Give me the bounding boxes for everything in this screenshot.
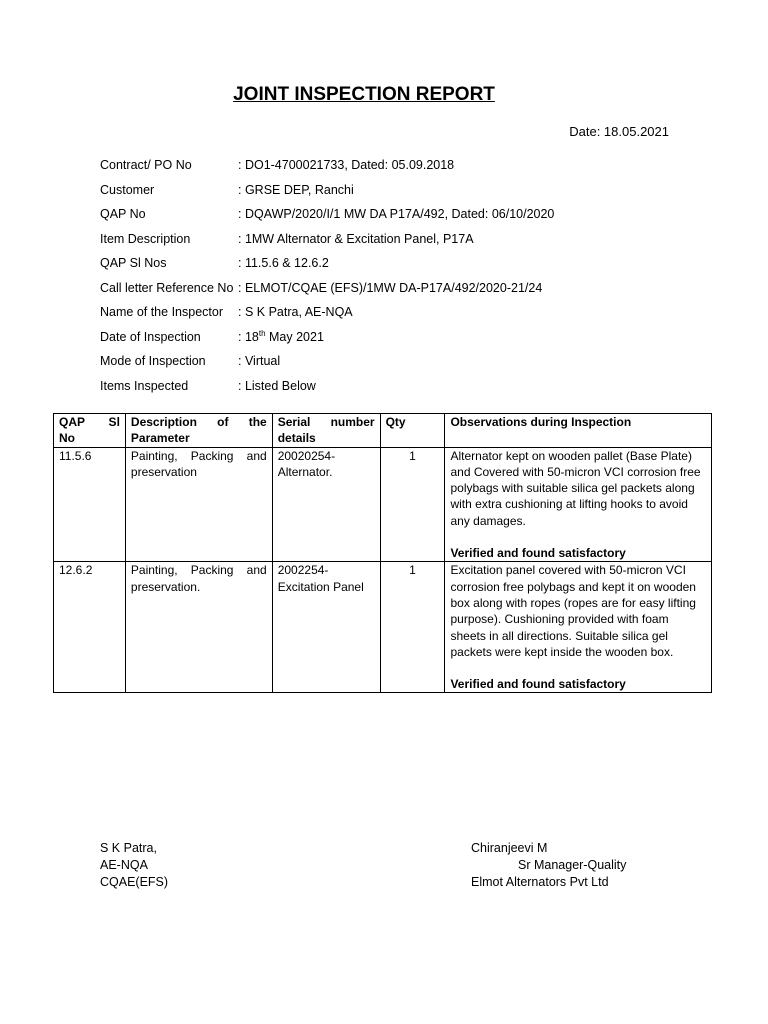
- field-label: QAP No: [100, 207, 146, 221]
- signatory-organization: Elmot Alternators Pvt Ltd: [471, 875, 609, 889]
- field-customer: [100, 183, 554, 208]
- cell-qty: 1: [380, 562, 445, 693]
- field-value: : DO1-4700021733, Dated: 05.09.2018: [238, 158, 455, 172]
- report-date: Date: 18.05.2021: [569, 124, 669, 139]
- field-label: Call letter Reference No: [100, 280, 234, 295]
- details-block: [100, 158, 554, 403]
- date-ordinal: th: [258, 328, 266, 338]
- field-qap-sl-nos: [100, 256, 554, 281]
- cell-description: Painting, Packing and preservation.: [125, 562, 272, 693]
- field-label: QAP Sl Nos: [100, 256, 167, 270]
- table-row: [54, 562, 712, 693]
- observation-text: Alternator kept on wooden pallet (Base Plate) and Covered with 50-micron VCI corrosion free polybags with suitable silica gel packets along with extra cushioning at lifting hooks to avoid any damages.: [450, 448, 701, 528]
- header-description: Description of the Parameter: [125, 414, 272, 448]
- header-qty: Qty: [380, 414, 445, 448]
- field-inspection-date: [100, 330, 554, 355]
- cell-serial: 2002254- Excitation Panel: [272, 562, 380, 693]
- field-label: Item Description: [100, 231, 191, 246]
- cell-observation: [445, 562, 712, 693]
- field-value: : Listed Below: [238, 378, 316, 393]
- cell-qap: 12.6.2: [54, 562, 126, 693]
- cell-qty: 1: [380, 447, 445, 562]
- verdict-text: Verified and found satisfactory: [450, 677, 626, 692]
- cell-description: Painting, Packing and preservation: [125, 447, 272, 562]
- observation-text: Excitation panel covered with 50-micron VCI corrosion free polybags and kept it on wooden box along with ropes (ropes are for easy lifting purpose). Cushioning provided with foam sheets in all directions. Suitable silica gel packets were kept inside the wooden box.: [450, 563, 696, 659]
- report-title: JOINT INSPECTION REPORT: [233, 84, 495, 105]
- inspection-table: [53, 413, 712, 693]
- header-serial-number: Serial number details: [272, 414, 380, 448]
- field-call-letter-ref: [100, 281, 554, 306]
- field-label: Mode of Inspection: [100, 354, 206, 368]
- verdict-text: Verified and found satisfactory: [450, 546, 626, 561]
- field-value: : 11.5.6 & 12.6.2: [238, 256, 329, 270]
- field-label: Date of Inspection: [100, 329, 201, 344]
- field-value: [238, 330, 324, 355]
- field-value: : GRSE DEP, Ranchi: [238, 182, 354, 197]
- table-row: [54, 447, 712, 562]
- field-qap-no: [100, 207, 554, 232]
- field-inspector-name: [100, 305, 554, 330]
- field-value: : ELMOT/CQAE (EFS)/1MW DA-P17A/492/2020-21/24: [238, 280, 543, 295]
- field-label: Customer: [100, 182, 155, 197]
- field-items-inspected: [100, 379, 554, 404]
- field-value: : DQAWP/2020/I/1 MW DA P17A/492, Dated: 06/10/2020: [238, 207, 555, 221]
- field-value: : Virtual: [238, 354, 281, 368]
- field-item-description: [100, 232, 554, 257]
- field-inspection-mode: [100, 354, 554, 379]
- cell-serial: 20020254- Alternator.: [272, 447, 380, 562]
- date-day: : 18: [238, 329, 259, 344]
- header-qap-sl-no: QAP Sl No: [54, 414, 126, 448]
- field-label: Name of the Inspector: [100, 305, 223, 319]
- field-value: : S K Patra, AE-NQA: [238, 305, 353, 319]
- field-label: Contract/ PO No: [100, 158, 192, 172]
- field-contract-po: [100, 158, 554, 183]
- table-header-row: [54, 414, 712, 448]
- signature-block-manufacturer: [471, 840, 626, 891]
- signatory-designation: Sr Manager-Quality: [518, 858, 627, 872]
- cell-qap: 11.5.6: [54, 447, 126, 562]
- signatory-organization: CQAE(EFS): [100, 875, 169, 889]
- signatory-name: Chiranjeevi M: [471, 841, 548, 855]
- field-label: Items Inspected: [100, 378, 189, 393]
- field-value: : 1MW Alternator & Excitation Panel, P17A: [238, 231, 474, 246]
- header-observations: Observations during Inspection: [445, 414, 712, 448]
- signature-block-inspector: [100, 840, 168, 891]
- cell-observation: [445, 447, 712, 562]
- signatory-designation: AE-NQA: [100, 858, 148, 872]
- signatory-name: S K Patra,: [100, 841, 157, 855]
- date-month-year: May 2021: [265, 329, 324, 344]
